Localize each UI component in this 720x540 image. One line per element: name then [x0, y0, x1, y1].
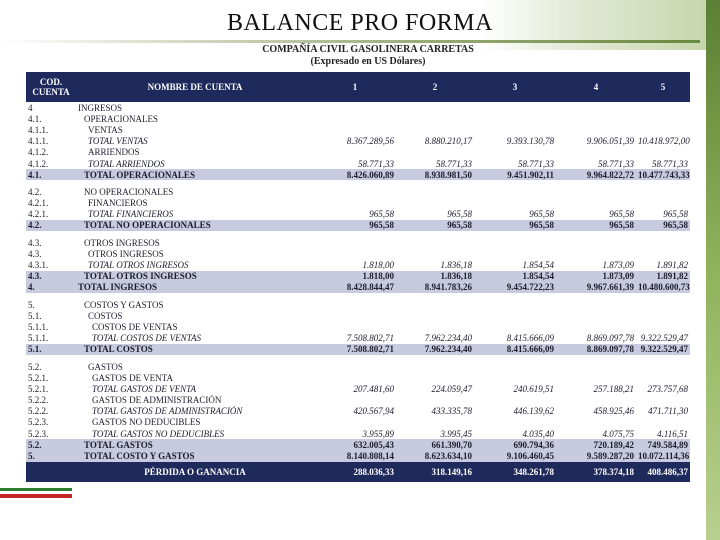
year-value-4	[556, 147, 636, 158]
account-name: INGRESOS	[78, 102, 123, 113]
year-value-1	[314, 299, 396, 310]
table-row	[26, 428, 690, 439]
table-row	[26, 102, 690, 113]
year-value-2: 8.880.210,17	[424, 136, 472, 147]
account-name: GASTOS DE ADMINISTRACIÓN	[92, 395, 222, 406]
account-code: 5.	[28, 299, 35, 310]
year-value-5: 9.322.529,47	[640, 333, 688, 344]
year-value-4: 9.967.661,39	[556, 282, 636, 293]
year-value-4: 8.869.097,78	[556, 344, 636, 355]
year-value-2	[396, 395, 474, 406]
table-row	[26, 439, 690, 450]
year-value-4: 9.589.287,20	[556, 450, 636, 461]
year-value-2: 1.836,18	[396, 271, 474, 282]
account-name: TOTAL GASTOS	[76, 439, 314, 450]
year-value-1: 632.005,43	[314, 439, 396, 450]
year-value-5: 58.771,33	[652, 158, 688, 169]
profit-loss-row	[26, 462, 690, 482]
year-value-3	[474, 321, 556, 332]
table-row	[26, 198, 690, 209]
year-value-1: 3.955,89	[362, 428, 394, 439]
year-value-3	[474, 102, 556, 113]
account-code: 5.2.1.	[28, 372, 49, 383]
year-value-5: 9.322.529,47	[636, 344, 690, 355]
table-row	[26, 136, 690, 147]
account-name: TOTAL GASTOS DE ADMINISTRACIÓN	[92, 406, 243, 417]
account-name: OTROS INGRESOS	[88, 248, 164, 259]
year-value-5: 1.891,82	[636, 271, 690, 282]
year-value-5: 965,58	[636, 220, 690, 231]
account-code: 4.3.1.	[28, 260, 49, 271]
year-value-5	[636, 299, 690, 310]
account-code: 4.1.2.	[28, 158, 49, 169]
year-value-5	[636, 113, 690, 124]
year-value-5	[636, 372, 690, 383]
year-value-2: 318.149,16	[396, 462, 474, 482]
header-code: COD. CUENTA	[26, 72, 76, 102]
year-value-3: 690.794,36	[474, 439, 556, 450]
account-code: 5.2.	[28, 361, 42, 372]
year-value-2	[396, 124, 474, 135]
year-value-4	[556, 124, 636, 135]
year-value-1: 7.508.802,71	[346, 333, 394, 344]
year-value-1	[314, 321, 396, 332]
year-value-5: 10.418.972,00	[638, 136, 690, 147]
year-value-2	[396, 248, 474, 259]
year-value-3: 965,58	[474, 220, 556, 231]
account-name: GASTOS DE VENTA	[92, 372, 173, 383]
year-value-2: 7.962.234,40	[424, 333, 472, 344]
account-code	[26, 462, 76, 482]
right-accent-bar	[706, 0, 720, 540]
account-name: GASTOS	[88, 361, 123, 372]
year-value-1	[314, 310, 396, 321]
table-row	[26, 417, 690, 428]
table-row	[26, 209, 690, 220]
year-value-4: 1.873,09	[556, 271, 636, 282]
year-value-4: 58.771,33	[598, 158, 634, 169]
table-row	[26, 372, 690, 383]
table-row	[26, 395, 690, 406]
year-value-2: 8.941.783,26	[396, 282, 474, 293]
account-name: OTROS INGRESOS	[84, 237, 160, 248]
year-value-3	[474, 237, 556, 248]
year-value-3: 348.261,78	[474, 462, 556, 482]
year-value-1: 8.140.808,14	[314, 450, 396, 461]
header-year-4: 4	[556, 72, 636, 102]
year-value-4	[556, 113, 636, 124]
account-name: COSTOS	[88, 310, 123, 321]
year-value-3: 9.393.130,78	[506, 136, 554, 147]
profit-loss-label: PÉRDIDA O GANANCIA	[76, 462, 314, 482]
year-value-4	[556, 372, 636, 383]
balance-table	[26, 72, 690, 482]
year-value-3: 4.035,40	[522, 428, 554, 439]
account-code: 4.2.1.	[28, 198, 49, 209]
year-value-1: 288.036,33	[314, 462, 396, 482]
year-value-5	[636, 124, 690, 135]
year-value-2	[396, 361, 474, 372]
year-value-4	[556, 310, 636, 321]
year-value-1: 8.426.060,89	[314, 169, 396, 180]
year-value-1: 8.428.844,47	[314, 282, 396, 293]
table-row	[26, 406, 690, 417]
account-code: 4.1.1.	[28, 124, 49, 135]
title-underline	[0, 40, 700, 43]
account-name: TOTAL OTROS INGRESOS	[88, 260, 189, 271]
year-value-2	[396, 321, 474, 332]
year-value-2: 7.962.234,40	[396, 344, 474, 355]
account-name: GASTOS NO DEDUCIBLES	[92, 417, 201, 428]
table-row	[26, 310, 690, 321]
year-value-2: 1.836,18	[440, 260, 472, 271]
account-name: TOTAL OPERACIONALES	[76, 169, 314, 180]
year-value-4: 965,58	[609, 209, 634, 220]
year-value-2	[396, 310, 474, 321]
year-value-4: 965,58	[556, 220, 636, 231]
year-value-2: 965,58	[447, 209, 472, 220]
year-value-4: 1.873,09	[602, 260, 634, 271]
year-value-5	[636, 102, 690, 113]
year-value-2: 8.623.634,10	[396, 450, 474, 461]
account-code: 5.1.	[28, 310, 42, 321]
table-row	[26, 333, 690, 344]
year-value-4	[556, 102, 636, 113]
year-value-3	[474, 186, 556, 197]
account-name: VENTAS	[88, 124, 123, 135]
year-value-2: 965,58	[396, 220, 474, 231]
account-name: NO OPERACIONALES	[84, 186, 174, 197]
year-value-3: 58.771,33	[518, 158, 554, 169]
year-value-1	[314, 113, 396, 124]
header-name: NOMBRE DE CUENTA	[76, 72, 314, 102]
account-code: 4.2.	[26, 220, 76, 231]
year-value-3	[474, 198, 556, 209]
year-value-5	[636, 237, 690, 248]
year-value-4: 720.189,42	[556, 439, 636, 450]
table-row	[26, 147, 690, 158]
year-value-4	[556, 248, 636, 259]
account-name: FINANCIEROS	[88, 198, 148, 209]
account-code: 5.2.3.	[28, 417, 49, 428]
year-value-4	[556, 237, 636, 248]
table-row	[26, 158, 690, 169]
table-body	[26, 102, 690, 482]
year-value-4	[556, 361, 636, 372]
year-value-4	[556, 321, 636, 332]
year-value-3	[474, 248, 556, 259]
slide-title: BALANCE PRO FORMA	[227, 10, 493, 36]
account-code: 4.1.2.	[28, 147, 49, 158]
table-row	[26, 113, 690, 124]
year-value-5: 471.711,30	[648, 406, 688, 417]
account-name: TOTAL INGRESOS	[76, 282, 314, 293]
year-value-5: 4.116,51	[657, 428, 688, 439]
header-year-5: 5	[636, 72, 690, 102]
year-value-5	[636, 310, 690, 321]
year-value-1: 420.567,94	[353, 406, 394, 417]
year-value-3: 8.415.666,09	[506, 333, 554, 344]
year-value-3	[474, 299, 556, 310]
year-value-5: 10.072.114,36	[638, 451, 690, 462]
account-name: TOTAL COSTOS DE VENTAS	[92, 333, 201, 344]
year-value-3: 9.106.460,45	[474, 450, 556, 461]
year-value-2: 433.335,78	[431, 406, 472, 417]
header-year-2: 2	[396, 72, 474, 102]
year-value-3: 965,58	[529, 209, 554, 220]
year-value-5: 10.480.600,73	[638, 282, 690, 293]
account-code: 5.2.1.	[28, 383, 49, 394]
table-row	[26, 321, 690, 332]
year-value-2: 8.938.981,50	[396, 169, 474, 180]
year-value-1: 7.508.802,71	[314, 344, 396, 355]
year-value-3: 240.619,51	[513, 383, 554, 394]
year-value-1	[314, 124, 396, 135]
header-year-3: 3	[474, 72, 556, 102]
header-year-1: 1	[314, 72, 396, 102]
flag-stripe-decoration	[0, 488, 72, 498]
company-header	[230, 44, 506, 68]
account-code: 4.3.	[28, 248, 42, 259]
table-row	[26, 282, 690, 293]
table-row	[26, 186, 690, 197]
table-header-row	[26, 72, 690, 102]
year-value-4	[556, 198, 636, 209]
year-value-4	[556, 395, 636, 406]
year-value-1: 207.481,60	[353, 383, 394, 394]
year-value-3	[474, 372, 556, 383]
table-row	[26, 237, 690, 248]
year-value-3	[474, 417, 556, 428]
year-value-5: 965,58	[663, 209, 688, 220]
year-value-1	[314, 198, 396, 209]
year-value-3	[474, 361, 556, 372]
year-value-2	[396, 147, 474, 158]
year-value-2: 661.390,70	[396, 439, 474, 450]
year-value-2	[396, 186, 474, 197]
account-code: 4.2.1.	[28, 209, 49, 220]
year-value-2	[396, 102, 474, 113]
table-row	[26, 259, 690, 270]
account-code: 5.	[26, 450, 76, 461]
account-code: 5.2.	[26, 439, 76, 450]
year-value-1	[314, 237, 396, 248]
account-code: 5.1.1.	[28, 321, 49, 332]
table-row	[26, 361, 690, 372]
account-code: 4.3.	[26, 271, 76, 282]
year-value-4	[556, 417, 636, 428]
account-name: COSTOS Y GASTOS	[84, 299, 164, 310]
account-code: 5.2.2.	[28, 395, 49, 406]
year-value-4: 4.075,75	[602, 428, 634, 439]
year-value-3	[474, 147, 556, 158]
year-value-1	[314, 102, 396, 113]
year-value-3: 446.139,62	[513, 406, 554, 417]
year-value-4: 257.188,21	[593, 383, 634, 394]
year-value-3	[474, 124, 556, 135]
year-value-3: 8.415.666,09	[474, 344, 556, 355]
account-name: TOTAL GASTOS NO DEDUCIBLES	[92, 428, 225, 439]
account-name: TOTAL FINANCIEROS	[88, 209, 174, 220]
year-value-1	[314, 248, 396, 259]
year-value-3	[474, 310, 556, 321]
year-value-3: 9.451.902,11	[474, 169, 556, 180]
year-value-5	[636, 395, 690, 406]
year-value-3	[474, 395, 556, 406]
year-value-2	[396, 237, 474, 248]
year-value-1	[314, 186, 396, 197]
account-name: TOTAL COSTO Y GASTOS	[76, 450, 314, 461]
year-value-1: 965,58	[369, 209, 394, 220]
year-value-5: 273.757,68	[647, 383, 688, 394]
year-value-4: 378.374,18	[556, 462, 636, 482]
account-name: OPERACIONALES	[84, 113, 159, 124]
year-value-4: 458.925,46	[593, 406, 634, 417]
year-value-1: 1.818,00	[314, 271, 396, 282]
table-row	[26, 271, 690, 282]
year-value-1: 8.367.289,56	[346, 136, 394, 147]
year-value-1	[314, 395, 396, 406]
account-code: 4.1.1.	[28, 136, 49, 147]
year-value-1: 1.818,00	[362, 260, 394, 271]
currency-note: (Expresado en US Dólares)	[310, 56, 426, 67]
year-value-3: 1.854,54	[522, 260, 554, 271]
year-value-4	[556, 186, 636, 197]
year-value-1: 58.771,33	[358, 158, 394, 169]
company-name: COMPAÑÍA CIVIL GASOLINERA CARRETAS	[262, 44, 474, 55]
account-code: 4	[28, 102, 33, 113]
account-name: COSTOS DE VENTAS	[92, 321, 178, 332]
year-value-2: 3.995,45	[440, 428, 472, 439]
year-value-5: 1.891,82	[656, 260, 688, 271]
year-value-5: 408.486,37	[636, 462, 690, 482]
account-code: 4.3.	[28, 237, 42, 248]
year-value-5	[636, 321, 690, 332]
account-code: 4.1.	[26, 169, 76, 180]
year-value-1	[314, 147, 396, 158]
table-row	[26, 169, 690, 180]
year-value-1: 965,58	[314, 220, 396, 231]
table-row	[26, 383, 690, 394]
year-value-4	[556, 299, 636, 310]
year-value-2: 58.771,33	[436, 158, 472, 169]
account-name: TOTAL OTROS INGRESOS	[76, 271, 314, 282]
year-value-2	[396, 372, 474, 383]
account-name: TOTAL VENTAS	[88, 136, 148, 147]
table-row	[26, 220, 690, 231]
year-value-5	[636, 147, 690, 158]
year-value-3: 1.854,54	[474, 271, 556, 282]
table-row	[26, 248, 690, 259]
account-name: TOTAL NO OPERACIONALES	[76, 220, 314, 231]
account-code: 5.2.2.	[28, 406, 49, 417]
year-value-5	[636, 186, 690, 197]
account-name: TOTAL GASTOS DE VENTA	[92, 383, 196, 394]
table-row	[26, 344, 690, 355]
account-code: 5.2.3.	[28, 428, 49, 439]
year-value-5	[636, 248, 690, 259]
account-name: TOTAL COSTOS	[76, 344, 314, 355]
account-code: 5.1.	[26, 344, 76, 355]
year-value-4: 8.869.097,78	[586, 333, 634, 344]
year-value-1	[314, 372, 396, 383]
account-name: TOTAL ARRIENDOS	[88, 158, 165, 169]
year-value-5: 749.584,89	[636, 439, 690, 450]
year-value-2: 224.059,47	[431, 383, 472, 394]
table-row	[26, 299, 690, 310]
account-code: 5.1.1.	[28, 333, 49, 344]
table-row	[26, 124, 690, 135]
year-value-5: 10.477.743,33	[638, 169, 690, 180]
account-code: 4.1.	[28, 113, 42, 124]
year-value-5	[636, 417, 690, 428]
year-value-4: 9.964.822,72	[556, 169, 636, 180]
year-value-2	[396, 299, 474, 310]
year-value-1	[314, 417, 396, 428]
account-name: ARRIENDOS	[88, 147, 140, 158]
year-value-3	[474, 113, 556, 124]
table-row	[26, 450, 690, 461]
account-code: 4.2.	[28, 186, 42, 197]
year-value-2	[396, 113, 474, 124]
year-value-2	[396, 198, 474, 209]
year-value-1	[314, 361, 396, 372]
year-value-4: 9.906.051,39	[586, 136, 634, 147]
year-value-5	[636, 361, 690, 372]
year-value-3: 9.454.722,23	[474, 282, 556, 293]
year-value-5	[636, 198, 690, 209]
account-code: 4.	[26, 282, 76, 293]
year-value-2	[396, 417, 474, 428]
